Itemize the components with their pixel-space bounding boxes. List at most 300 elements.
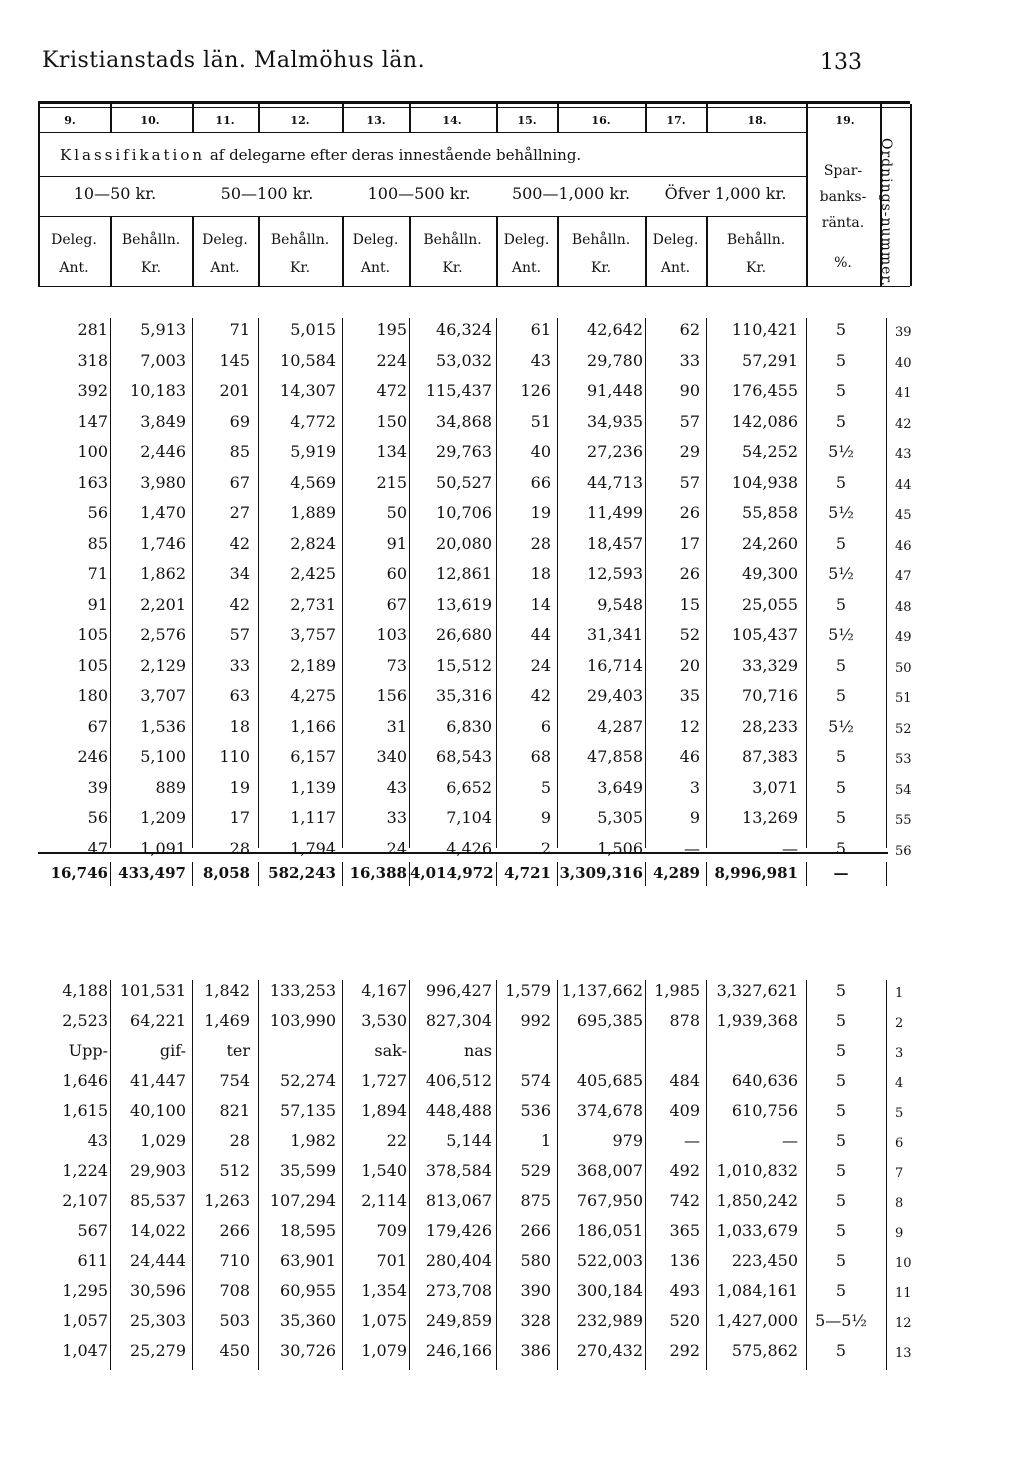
value-cell: 3,327,621 <box>716 981 798 1000</box>
table-row <box>0 473 1024 503</box>
value-cell: 16,388 <box>349 864 407 882</box>
deleg-label: Deleg. <box>652 232 699 248</box>
value-cell: 91 <box>87 594 108 614</box>
value-cell: 1,985 <box>654 981 700 1000</box>
value-cell: 4,721 <box>504 864 551 882</box>
value-cell: 1,057 <box>62 1311 108 1330</box>
value-cell: 56 <box>87 503 108 522</box>
divider-5 <box>496 104 498 132</box>
value-cell: 35,316 <box>436 686 492 705</box>
value-cell: 13,619 <box>436 594 492 614</box>
value-cell: 3 <box>689 777 700 797</box>
value-cell: 2 <box>540 838 551 858</box>
value-cell: 1,084,161 <box>716 1281 798 1300</box>
value-cell: 1,166 <box>290 716 336 736</box>
value-cell: 19 <box>229 777 250 797</box>
value-cell: 22 <box>386 1131 407 1150</box>
ordinal-number: 40 <box>895 355 912 371</box>
header-bottom-rule <box>38 286 910 287</box>
value-cell: 1,746 <box>140 533 186 553</box>
value-cell: 126 <box>520 381 551 400</box>
value-cell: 67 <box>87 716 108 736</box>
column-number: 14. <box>442 114 462 127</box>
value-cell: 610,756 <box>731 1101 798 1120</box>
column-number: 9. <box>64 114 76 127</box>
value-cell: 368,007 <box>576 1161 643 1180</box>
value-cell: 10,706 <box>436 503 492 522</box>
value-cell: 2,129 <box>140 655 186 675</box>
value-cell: 56 <box>87 808 108 827</box>
rate-cell: 5 <box>835 1101 847 1120</box>
rate-cell: 5½ <box>828 503 854 522</box>
value-cell: 156 <box>376 686 407 705</box>
value-cell: 61 <box>530 320 551 339</box>
table-row <box>0 351 1024 381</box>
colnum-rule <box>38 132 808 133</box>
right-border <box>910 104 912 286</box>
table-row <box>0 564 1024 594</box>
value-cell: 1,615 <box>62 1101 108 1120</box>
rate-cell: 5 <box>835 1251 847 1270</box>
value-cell: 1,842 <box>204 981 250 1000</box>
value-cell: 374,678 <box>576 1101 643 1120</box>
ordinal-number: 1 <box>895 986 904 1001</box>
value-cell: 280,404 <box>425 1251 492 1270</box>
behalln-label: Behålln. <box>423 232 482 248</box>
value-cell: 42 <box>229 533 250 553</box>
value-cell: 67 <box>386 594 407 614</box>
value-cell: 28 <box>229 838 250 858</box>
value-cell: 5 <box>540 777 551 797</box>
value-cell: 996,427 <box>425 981 492 1000</box>
range-header: 50—100 kr. <box>220 184 314 203</box>
kr-label: Kr. <box>442 260 463 276</box>
ordinal-number: 6 <box>895 1136 904 1151</box>
value-cell: 20,080 <box>436 533 492 553</box>
value-cell: 2,523 <box>62 1011 108 1030</box>
table-row <box>0 595 1024 625</box>
value-cell: 20 <box>679 655 700 675</box>
column-number: 16. <box>591 114 611 127</box>
value-cell: — <box>782 1131 798 1150</box>
value-cell: 26 <box>679 564 700 583</box>
value-cell: 63 <box>229 686 250 705</box>
value-cell: 15,512 <box>436 655 492 675</box>
value-cell: 1,939,368 <box>716 1011 798 1030</box>
ordinal-number: 49 <box>895 630 912 645</box>
value-cell: 232,989 <box>576 1311 643 1330</box>
value-cell: 85 <box>87 533 108 553</box>
table-row <box>0 1341 1024 1371</box>
rate-cell: 5 <box>835 381 847 400</box>
value-cell: 43 <box>530 350 551 370</box>
value-cell: 85 <box>229 442 250 461</box>
value-cell: 91 <box>386 533 407 553</box>
column-number: 18. <box>747 114 767 127</box>
spar-line-2: banks- <box>819 189 867 205</box>
ordningsnummer-header <box>868 138 900 287</box>
value-cell: 40,100 <box>130 1101 186 1120</box>
kr-label: Kr. <box>289 260 311 276</box>
rate-cell: 5 <box>835 747 847 766</box>
value-cell: 1,117 <box>290 808 336 827</box>
value-cell: 42,642 <box>587 320 643 339</box>
kr-label: Kr. <box>590 260 612 276</box>
value-cell: 246 <box>77 747 108 766</box>
value-cell: 4,167 <box>361 981 407 1000</box>
value-cell: 1,075 <box>361 1311 407 1330</box>
value-cell: 33 <box>679 350 700 370</box>
table-row <box>0 1071 1024 1101</box>
value-cell: 34,868 <box>436 411 492 431</box>
value-cell: 133,253 <box>269 981 336 1000</box>
value-cell: 52 <box>679 625 700 644</box>
value-cell: 529 <box>520 1161 551 1180</box>
table-row <box>0 656 1024 686</box>
value-cell: 1,079 <box>361 1341 407 1360</box>
table-row <box>0 1041 1024 1071</box>
value-cell: 484 <box>669 1071 700 1090</box>
value-cell: 110,421 <box>731 320 798 339</box>
value-cell: 3,309,316 <box>559 864 643 882</box>
ordinal-number: 53 <box>895 752 912 767</box>
value-cell: 875 <box>520 1191 551 1210</box>
value-cell: 742 <box>669 1191 700 1210</box>
value-cell: 6 <box>540 716 551 736</box>
value-cell: 66 <box>530 472 551 492</box>
value-cell: 115,437 <box>425 381 492 400</box>
value-cell: 31 <box>386 716 407 736</box>
value-cell: 2,114 <box>361 1191 407 1210</box>
top-double-rule <box>38 101 910 104</box>
value-cell: 5,305 <box>597 808 643 827</box>
rate-cell: 5 <box>835 1281 847 1300</box>
value-cell: 27,236 <box>587 442 643 461</box>
value-cell: 50,527 <box>436 472 492 492</box>
ordinal-number: 3 <box>895 1046 904 1061</box>
value-cell: ter <box>226 1041 250 1060</box>
divider-7 <box>645 104 647 132</box>
ordinal-number: 43 <box>895 447 912 462</box>
value-cell: 103,990 <box>269 1011 336 1030</box>
value-cell: 7,003 <box>140 350 186 370</box>
value-cell: 472 <box>376 381 407 400</box>
rate-cell: 5 <box>835 1221 847 1240</box>
value-cell: 44 <box>530 625 551 644</box>
value-cell: 47,858 <box>587 747 643 766</box>
value-cell: 134 <box>376 442 407 461</box>
table-row <box>0 1011 1024 1041</box>
ordningsnummer-label: Ordnings-nummer. <box>878 138 894 287</box>
value-cell: 2,824 <box>290 533 336 553</box>
rate-cell: 5 <box>835 350 847 370</box>
value-cell: 57 <box>679 472 700 492</box>
value-cell: 26 <box>679 503 700 522</box>
value-cell: 8,058 <box>203 864 250 882</box>
deleg-label: Deleg. <box>202 232 248 248</box>
page-header-title: Kristianstads län. Malmöhus län. <box>42 48 426 73</box>
value-cell: 9,548 <box>597 594 643 614</box>
table-row <box>0 534 1024 564</box>
value-cell: 105 <box>77 655 108 675</box>
rate-cell: 5 <box>835 1191 847 1210</box>
value-cell: 163 <box>77 472 108 492</box>
value-cell: 46,324 <box>436 320 492 339</box>
value-cell: 1,354 <box>361 1281 407 1300</box>
rate-cell: 5 <box>835 981 847 1000</box>
value-cell: 574 <box>520 1071 551 1090</box>
value-cell: 5,100 <box>140 747 186 766</box>
value-cell: 71 <box>229 320 250 339</box>
table-row <box>0 717 1024 747</box>
rate-cell: 5½ <box>828 442 854 461</box>
table-row <box>0 1131 1024 1161</box>
value-cell: 328 <box>520 1311 551 1330</box>
range-header: 10—50 kr. <box>73 184 157 203</box>
value-cell: 28,233 <box>742 716 798 736</box>
value-cell: 3,649 <box>597 777 643 797</box>
value-cell: 195 <box>376 320 407 339</box>
value-cell: 41,447 <box>130 1071 186 1090</box>
table-row <box>0 1191 1024 1221</box>
value-cell: 180 <box>77 686 108 705</box>
value-cell: 28 <box>530 533 551 553</box>
value-cell: 35,599 <box>280 1161 336 1180</box>
value-cell: 33 <box>386 808 407 827</box>
ordinal-number: 51 <box>895 691 912 706</box>
value-cell: 104,938 <box>731 472 798 492</box>
value-cell: 47 <box>87 838 108 858</box>
value-cell: 27 <box>229 503 250 522</box>
value-cell: 405,685 <box>576 1071 643 1090</box>
value-cell: 1,295 <box>62 1281 108 1300</box>
value-cell: 30,726 <box>280 1341 336 1360</box>
class-rule <box>38 176 808 177</box>
value-cell: 33,329 <box>742 655 798 675</box>
column-number: 12. <box>290 114 310 127</box>
value-cell: 142,086 <box>731 411 798 431</box>
ordinal-number: 45 <box>895 508 912 523</box>
value-cell: 110 <box>219 747 250 766</box>
value-cell: 1,010,832 <box>716 1161 798 1180</box>
divider-4 <box>409 104 411 132</box>
value-cell: 19 <box>530 503 551 522</box>
value-cell: 35,360 <box>280 1311 336 1330</box>
spar-line-1: Spar- <box>823 163 863 179</box>
value-cell: 386 <box>520 1341 551 1360</box>
table-row <box>0 1251 1024 1281</box>
value-cell: 270,432 <box>576 1341 643 1360</box>
value-cell: 24 <box>386 838 407 858</box>
value-cell: 16,714 <box>587 655 643 675</box>
value-cell: 522,003 <box>576 1251 643 1270</box>
rate-cell: 5½ <box>828 564 854 583</box>
ordinal-number: 44 <box>895 477 912 493</box>
value-cell: 6,157 <box>290 747 336 766</box>
rate-cell: 5 <box>835 655 847 675</box>
ant-label: Ant. <box>360 260 391 276</box>
value-cell: 64,221 <box>130 1011 186 1030</box>
divider-6 <box>557 104 559 132</box>
value-cell: 57 <box>229 625 250 644</box>
range-header: 500—1,000 kr. <box>511 184 631 203</box>
value-cell: 100 <box>77 442 108 461</box>
value-cell: 1,047 <box>62 1341 108 1360</box>
value-cell: 3,980 <box>140 472 186 492</box>
range-header: 100—500 kr. <box>367 184 471 203</box>
value-cell: 2,446 <box>140 442 186 461</box>
table-row <box>0 1281 1024 1311</box>
value-cell: 4,772 <box>290 411 336 431</box>
table-row <box>0 412 1024 442</box>
value-cell: 223,450 <box>731 1251 798 1270</box>
value-cell: 215 <box>376 472 407 492</box>
ordinal-number: 55 <box>895 813 912 828</box>
value-cell: 145 <box>219 350 250 370</box>
rate-cell: 5—5½ <box>815 1311 867 1330</box>
value-cell: 11,499 <box>587 503 643 522</box>
table-row <box>0 1311 1024 1341</box>
value-cell: 708 <box>219 1281 250 1300</box>
value-cell: 14,307 <box>280 381 336 400</box>
value-cell: 57,291 <box>742 350 798 370</box>
value-cell: 695,385 <box>576 1011 643 1030</box>
value-cell: 520 <box>669 1311 700 1330</box>
value-cell: 12 <box>679 716 700 736</box>
value-cell: 179,426 <box>425 1221 492 1240</box>
value-cell: 8,996,981 <box>714 864 798 882</box>
value-cell: 1,536 <box>140 716 186 736</box>
value-cell: 281 <box>77 320 108 339</box>
value-cell: 57,135 <box>280 1101 336 1120</box>
value-cell: 90 <box>679 381 700 400</box>
classification-title <box>60 146 581 164</box>
spar-unit: %. <box>834 255 852 271</box>
ordinal-number: 7 <box>895 1166 904 1181</box>
classification-rest: af delegarne efter deras innestående behållning. <box>205 146 582 164</box>
value-cell: 1,033,679 <box>716 1221 798 1240</box>
value-cell: 979 <box>612 1131 643 1150</box>
value-cell: 503 <box>219 1311 250 1330</box>
value-cell: 17 <box>229 808 250 827</box>
ordinal-number: 11 <box>895 1286 912 1301</box>
value-cell: 1,540 <box>361 1161 407 1180</box>
deleg-label: Deleg. <box>352 232 399 248</box>
ordinal-number: 41 <box>895 386 912 401</box>
page-number: 133 <box>820 50 862 75</box>
value-cell: nas <box>463 1041 492 1060</box>
value-cell: 492 <box>669 1161 700 1180</box>
value-cell: 5,015 <box>290 320 336 339</box>
value-cell: 73 <box>386 655 407 675</box>
rate-cell: 5 <box>835 1131 847 1150</box>
value-cell: gif- <box>159 1041 186 1060</box>
value-cell: 4,275 <box>290 686 336 705</box>
value-cell: 409 <box>669 1101 700 1120</box>
value-cell: 50 <box>386 503 407 522</box>
value-cell: — <box>684 1131 700 1150</box>
table-row <box>0 1221 1024 1251</box>
rate-cell: 5½ <box>828 625 854 644</box>
value-cell: 1,139 <box>290 777 336 797</box>
value-cell: 3,707 <box>140 686 186 705</box>
ordinal-number: 42 <box>895 416 912 432</box>
value-cell: 40 <box>530 442 551 461</box>
ordinal-number: 4 <box>895 1076 904 1091</box>
rate-cell: 5 <box>835 686 847 705</box>
ordinal-number: 54 <box>895 782 912 798</box>
rate-cell: 5 <box>835 320 847 339</box>
value-cell: 1,850,242 <box>716 1191 798 1210</box>
ordinal-number: 50 <box>895 660 912 676</box>
rate-cell: 5 <box>835 838 847 858</box>
value-cell: 710 <box>219 1251 250 1270</box>
rate-cell: 5 <box>835 594 847 614</box>
rate-cell: 5 <box>835 1041 847 1060</box>
value-cell: 18,457 <box>587 533 643 553</box>
value-cell: 136 <box>669 1251 700 1270</box>
ant-label: Ant. <box>59 260 89 276</box>
value-cell: 318 <box>77 350 108 370</box>
ordinal-number: 13 <box>895 1346 912 1361</box>
value-cell: 101,531 <box>119 981 186 1000</box>
value-cell: 1,469 <box>204 1011 250 1030</box>
table-row <box>0 625 1024 655</box>
value-cell: 70,716 <box>742 686 798 705</box>
value-cell: 105 <box>77 625 108 644</box>
column-number: 15. <box>517 114 537 127</box>
value-cell: 107,294 <box>269 1191 336 1210</box>
ordinal-number: 47 <box>895 569 912 584</box>
value-cell: 103 <box>376 625 407 644</box>
value-cell: — <box>782 838 798 858</box>
value-cell: 448,488 <box>425 1101 492 1120</box>
value-cell: 10,584 <box>280 350 336 370</box>
table-row <box>0 381 1024 411</box>
value-cell: 406,512 <box>425 1071 492 1090</box>
table-row <box>0 981 1024 1011</box>
value-cell: 43 <box>87 1131 108 1150</box>
divider-1 <box>192 104 194 132</box>
value-cell: 4,569 <box>290 472 336 492</box>
value-cell: 147 <box>77 411 108 431</box>
table-row <box>0 442 1024 472</box>
spar-line-3: ränta. <box>821 215 865 231</box>
value-cell: 1,506 <box>597 838 643 858</box>
value-cell: 85,537 <box>130 1191 186 1210</box>
value-cell: 29,763 <box>436 442 492 461</box>
ordinal-number: 39 <box>895 325 912 340</box>
value-cell: 62 <box>679 320 700 339</box>
value-cell: 2,107 <box>62 1191 108 1210</box>
value-cell: 68,543 <box>436 747 492 766</box>
rate-cell: 5 <box>835 1071 847 1090</box>
ordinal-number: 8 <box>895 1196 904 1211</box>
value-cell: 63,901 <box>280 1251 336 1270</box>
value-cell: 4,289 <box>653 864 700 882</box>
rate-cell: 5 <box>835 777 847 797</box>
table-row <box>0 1101 1024 1131</box>
table-row <box>0 503 1024 533</box>
value-cell: 754 <box>219 1071 250 1090</box>
value-cell: 7,104 <box>446 808 492 827</box>
value-cell: 878 <box>669 1011 700 1030</box>
value-cell: 1,029 <box>140 1131 186 1150</box>
value-cell: 34 <box>229 564 250 583</box>
value-cell: 3,530 <box>361 1011 407 1030</box>
value-cell: 1,137,662 <box>561 981 643 1000</box>
value-cell: 91,448 <box>587 381 643 400</box>
